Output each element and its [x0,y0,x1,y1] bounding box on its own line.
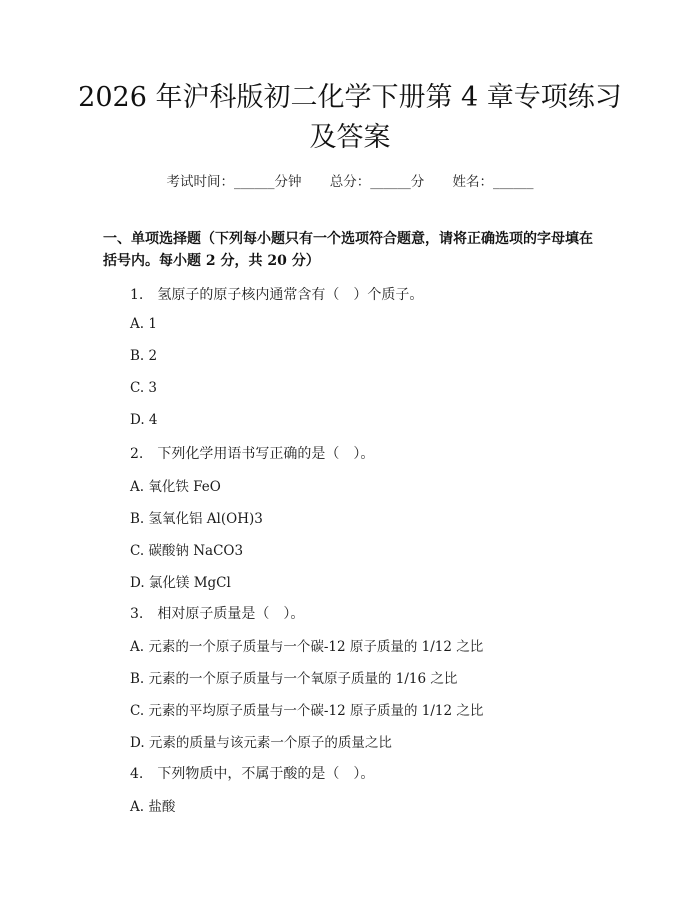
question-1-stem: 1. 氢原子的原子核内通常含有（ ）个质子。 [130,287,424,303]
question-4-stem: 4. 下列物质中，不属于酸的是（ ）。 [130,766,375,782]
question-2-option-c: C. 碳酸钠 NaCO3 [130,543,244,559]
question-3-option-a: A. 元素的一个原子质量与一个碳-12 原子质量的 1/12 之比 [130,639,484,655]
question-1-option-a: A. 1 [130,316,157,332]
exam-info [0,170,700,190]
title-line-1: 2026 年沪科版初二化学下册第 4 章专项练习 [78,82,622,113]
exam-score: 总分：______分 [329,174,425,190]
page-title [60,78,640,158]
question-1-option-d: D. 4 [130,412,158,428]
question-3-option-d: D. 元素的质量与该元素一个原子的质量之比 [130,735,392,751]
question-3-option-c: C. 元素的平均原子质量与一个碳-12 原子质量的 1/12 之比 [130,703,484,719]
title-line-2: 及答案 [309,122,391,153]
question-4-option-a: A. 盐酸 [130,799,176,815]
student-name: 姓名：______ [452,174,534,190]
question-3-stem: 3. 相对原子质量是（ ）。 [130,606,305,622]
question-2-option-d: D. 氯化镁 MgCl [130,575,231,591]
exam-time: 考试时间：______分钟 [166,174,302,190]
question-1-option-b: B. 2 [130,348,158,364]
question-2-option-a: A. 氧化铁 FeO [130,479,221,495]
section-heading: 一、单项选择题（下列每小题只有一个选项符合题意，请将正确选项的字母填在括号内。每小题 2 分，共 20 分） [103,231,593,269]
question-1-option-c: C. 3 [130,380,158,396]
question-2-stem: 2. 下列化学用语书写正确的是（ ）。 [130,446,375,462]
question-3-option-b: B. 元素的一个原子质量与一个氧原子质量的 1/16 之比 [130,671,458,687]
question-2-option-b: B. 氢氧化铝 Al(OH)3 [130,511,263,527]
